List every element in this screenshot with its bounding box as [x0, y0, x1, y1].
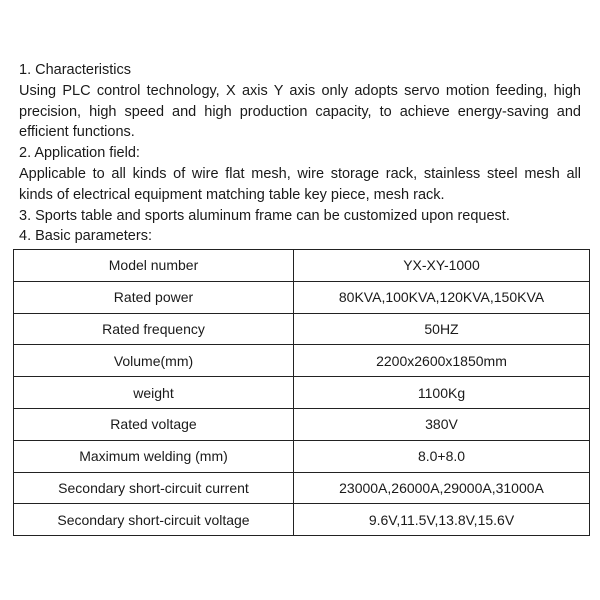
table-row [14, 377, 590, 409]
section-heading-customization: 3. Sports table and sports aluminum frame can be customized upon request. [19, 207, 510, 224]
table-row [14, 313, 590, 345]
parameter-label: weight [14, 377, 294, 409]
parameter-label: Rated voltage [14, 408, 294, 440]
parameter-value: 50HZ [294, 313, 590, 345]
parameter-value: 380V [294, 408, 590, 440]
parameter-label: Rated frequency [14, 313, 294, 345]
parameter-label: Secondary short-circuit voltage [14, 504, 294, 536]
table-row [14, 408, 590, 440]
parameter-label: Secondary short-circuit current [14, 472, 294, 504]
section-heading-characteristics: 1. Characteristics [19, 62, 132, 78]
parameter-label: Rated power [14, 281, 294, 313]
parameter-value: 23000A,26000A,29000A,31000A [294, 472, 590, 504]
parameter-value: 80KVA,100KVA,120KVA,150KVA [294, 281, 590, 313]
parameter-value: 1100Kg [294, 377, 590, 409]
table-row [14, 345, 590, 377]
characteristics-paragraph: Using PLC control technology, X axis Y axis only adopts servo motion feeding, high precision, high speed and high production capacity, to achieve energy-saving and efficient functions. [19, 82, 581, 141]
parameter-label: Volume(mm) [14, 345, 294, 377]
parameters-table [13, 249, 590, 536]
parameter-value: YX-XY-1000 [294, 250, 590, 282]
table-row [14, 250, 590, 282]
section-heading-application: 2. Application field: [19, 145, 140, 162]
parameter-value: 8.0+8.0 [294, 440, 590, 472]
parameter-value: 9.6V,11.5V,13.8V,15.6V [294, 504, 590, 536]
section-heading-parameters: 4. Basic parameters: [19, 228, 152, 245]
parameter-label: Maximum welding (mm) [14, 440, 294, 472]
table-row [14, 472, 590, 504]
table-row [14, 504, 590, 536]
table-row [14, 281, 590, 313]
parameter-value: 2200x2600x1850mm [294, 345, 590, 377]
application-paragraph: Applicable to all kinds of wire flat mesh, wire storage rack, stainless steel mesh all kinds of electrical equipment matching table key piece, mesh rack. [19, 165, 581, 203]
parameter-label: Model number [14, 250, 294, 282]
description-text [19, 60, 581, 247]
table-row [14, 440, 590, 472]
